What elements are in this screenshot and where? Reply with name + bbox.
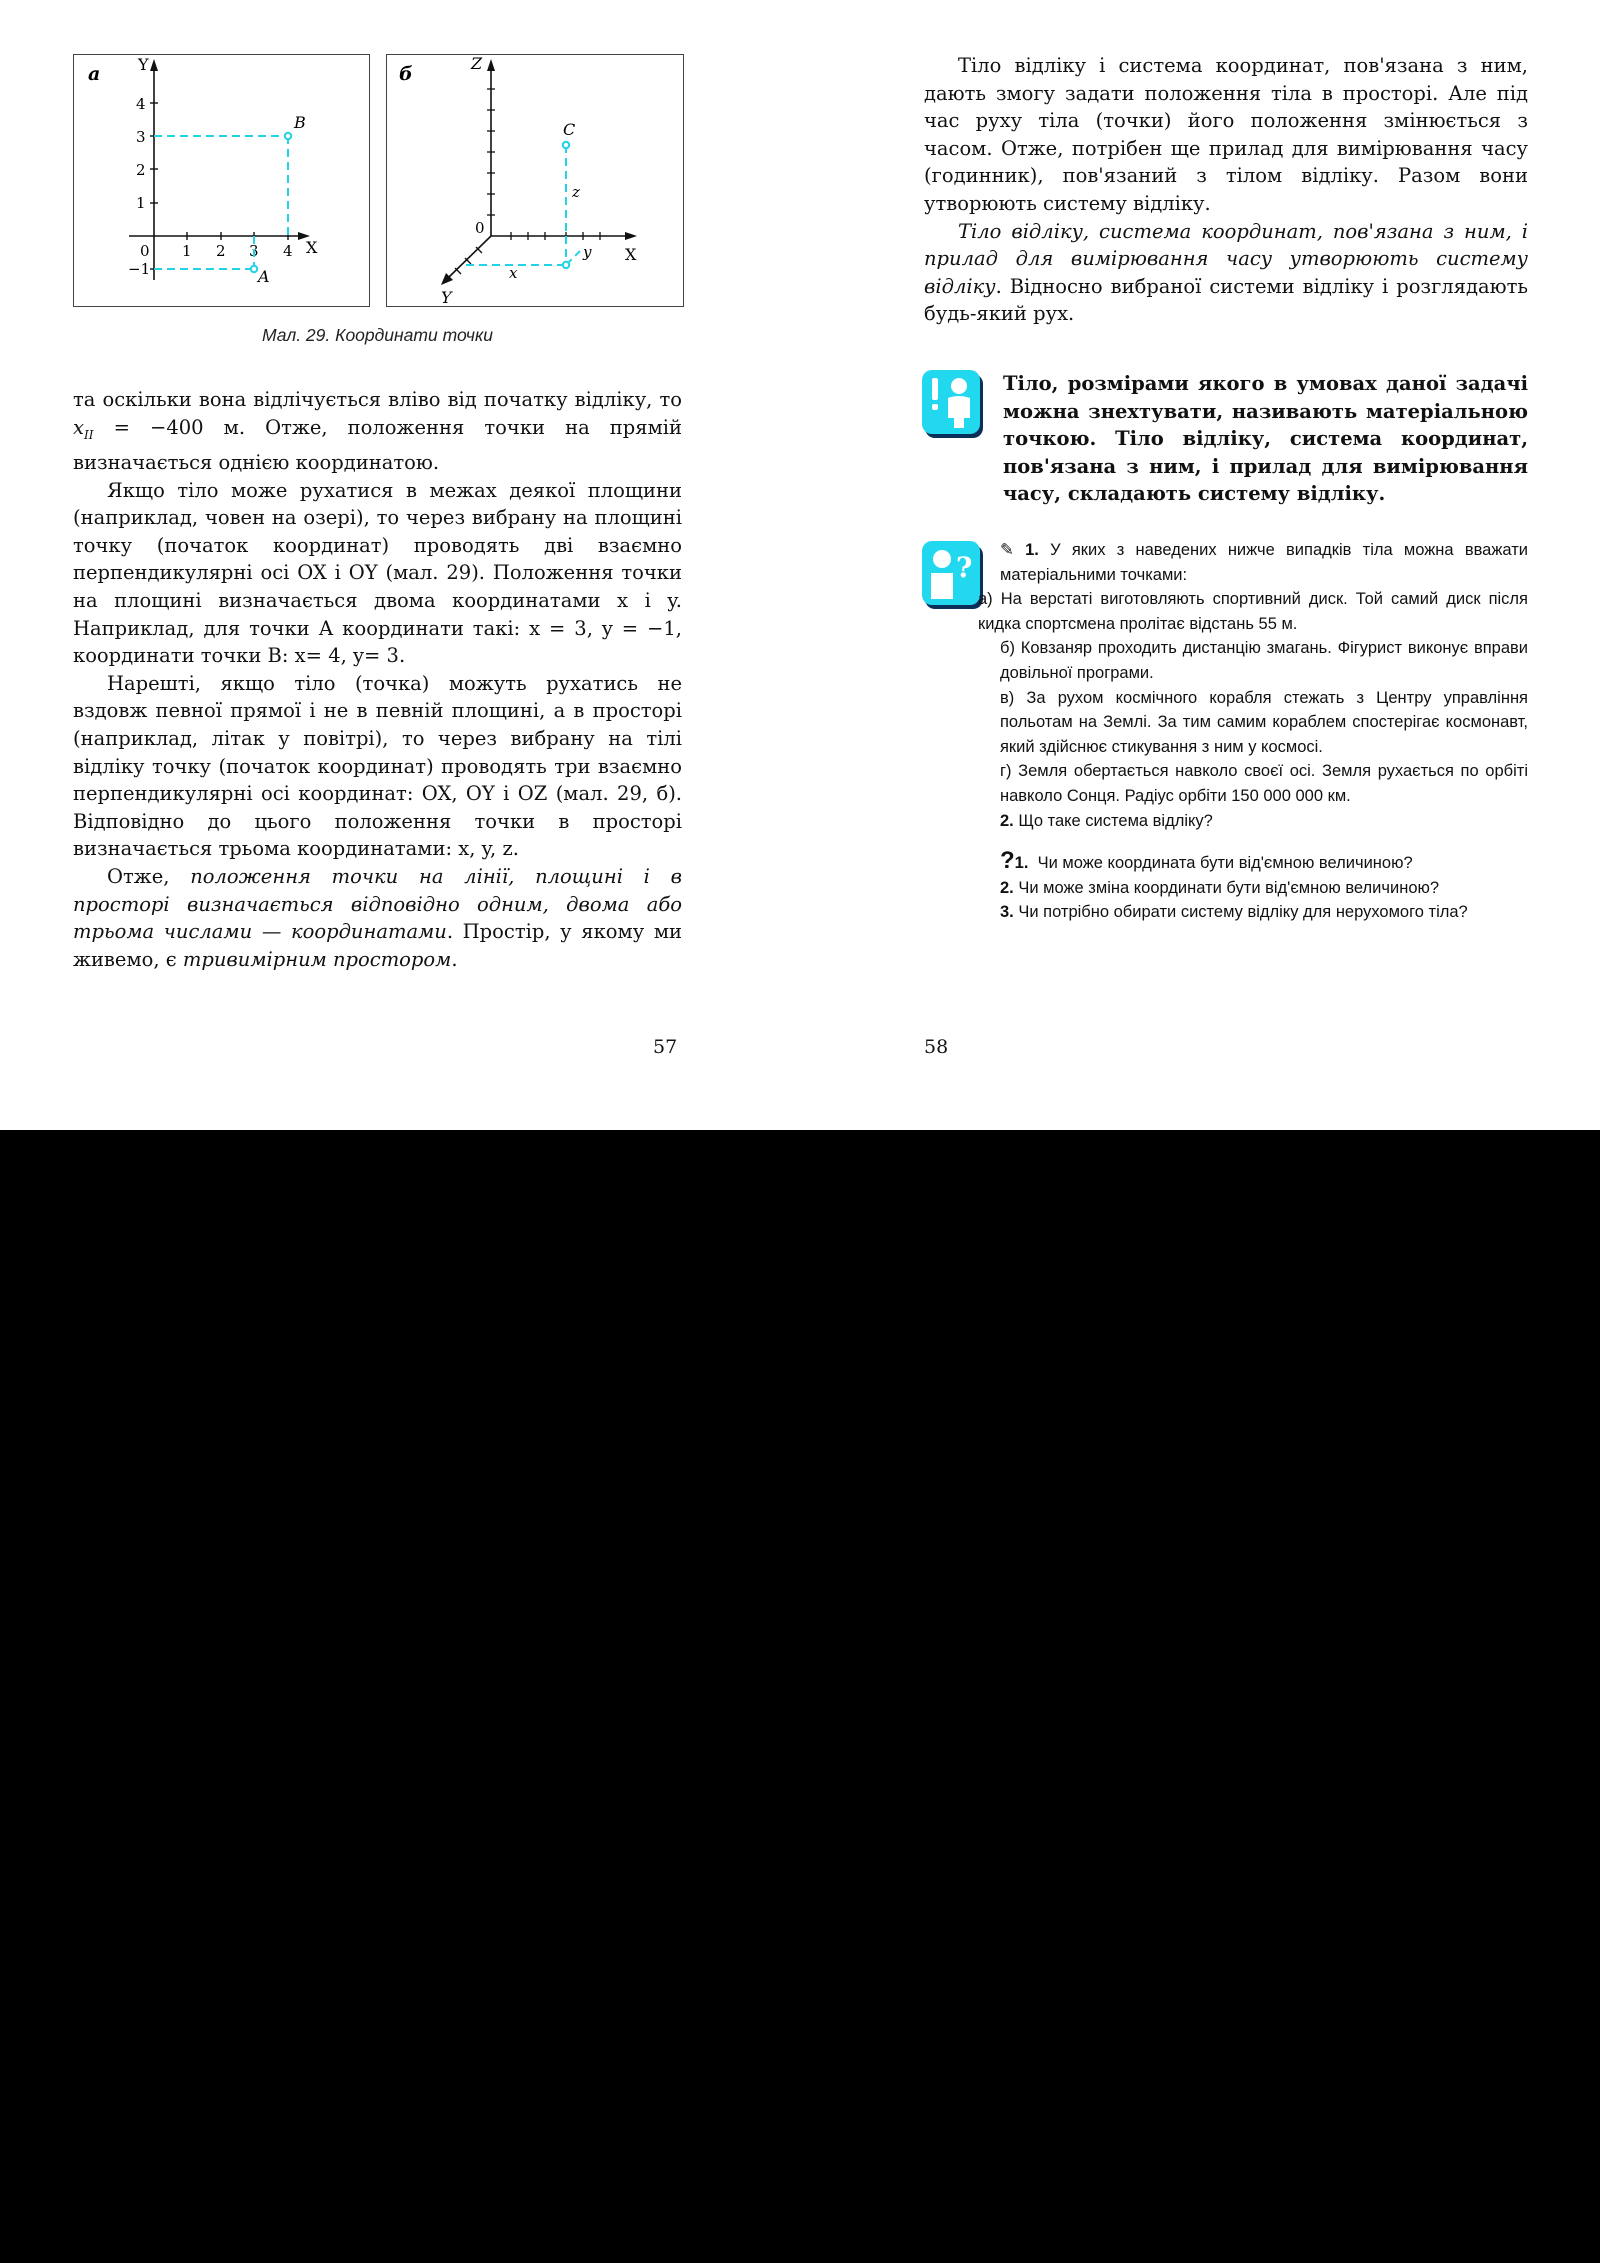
paragraph-reference-system: Тіло відліку і система координат, пов'язана з ним, дають змогу задати положення тіла в просторі. Але під час руху тіла (точки) його положення змінюється з часом. Отже, потрібен ще прилад для вимірювання часу (годинник), пов'язаний з тілом відліку. Разом вони утворюють систему відліку.	[924, 54, 1528, 215]
left-page-text	[73, 386, 682, 973]
pencil-icon: ✎	[1000, 540, 1014, 559]
figure-a-point-a	[251, 266, 257, 272]
task-number: 1.	[1025, 541, 1039, 559]
text-fragment: . Простір, у якому ми живемо, є	[73, 920, 682, 971]
figure-a-point-b	[285, 133, 291, 139]
figure-b-point-c	[563, 142, 569, 148]
figure-a-point-a-label: A	[258, 267, 270, 286]
figure-b-frame	[386, 54, 684, 307]
text-fragment: II	[84, 427, 94, 442]
question-number: 2.	[1000, 878, 1014, 897]
text-fragment: положення точки на лінії, площині і в просторі визначається відповідно одним, двома або трьома числами — координатами	[73, 864, 682, 944]
task-1-intro	[1000, 538, 1528, 587]
figure-b-point-c-label: C	[563, 120, 576, 139]
task-text: Що таке система відліку?	[1018, 811, 1213, 830]
figure-a-x-tick: 2	[216, 242, 226, 260]
paragraph-line-coordinate	[73, 386, 682, 477]
text-fragment: .	[451, 947, 458, 971]
figure-b-z-axis-label: Z	[471, 55, 483, 73]
figure-a-plot	[74, 55, 369, 306]
text-fragment: та оскільки вона відлічується вліво від початку відліку, то	[73, 388, 682, 411]
question-text: Чи може координата бути від'ємною величиною?	[1037, 854, 1413, 873]
figure-a-x-tick: 0	[140, 242, 150, 260]
svg-text:?: ?	[956, 551, 973, 584]
figure-b-x-axis-label: X	[625, 245, 637, 264]
right-page-intro	[924, 52, 1528, 328]
figure-b-plot	[387, 55, 683, 306]
figure-b-label: б	[399, 63, 413, 85]
figure-b-y-axis-label: Y	[441, 288, 452, 306]
figure-b-x-arrow	[625, 232, 637, 240]
question-number: 3.	[1000, 903, 1014, 922]
figure-b-origin-label: 0	[475, 219, 485, 237]
figure-a-x-tick: 4	[283, 242, 293, 260]
text-fragment: = −400 м. Отже, положення точки на прямій визначається однією координатою.	[73, 415, 682, 475]
paragraph-conclusion	[73, 863, 682, 973]
question-person-icon	[922, 541, 980, 605]
figure-a-frame	[73, 54, 370, 307]
figure-caption: Мал. 29. Координати точки	[262, 325, 493, 345]
tasks-section	[978, 538, 1528, 925]
page-number-left: 57	[653, 1036, 678, 1058]
task-item: а) На верстаті виготовляють спортивний диск. Той самий диск після кидка спортсмена пролітає відстань 55 м.	[978, 590, 1528, 633]
figure-a-y-tick: 2	[136, 161, 146, 179]
figure-a-x-tick: 1	[182, 242, 192, 260]
paragraph-plane: Якщо тіло може рухатися в межах деякої площини (наприклад, човен на озері), то через вибрану на площині точку (початок координат) проводять дві взаємно перпендикулярні осі OX і OY (мал. 29). Положення точки на площині визначається двома координатами x і y. Наприклад, для точки А координати такі: x = 3, y = −1, координати точки B: x= 4, y= 3.	[73, 478, 682, 668]
text-fragment: Отже,	[107, 864, 191, 888]
figure-b-dashes	[466, 145, 580, 265]
question-1	[1000, 849, 1528, 876]
paragraph-reference-definition	[924, 218, 1528, 328]
task-item: б) Ковзаняр проходить дистанцію змагань. Фігурист виконує вправи довільної програми.	[1000, 639, 1528, 682]
figure-a-y-tick: −1	[128, 260, 151, 278]
figure-b-ticks	[455, 89, 600, 274]
paragraph-space: Нарешті, якщо тіло (точка) можуть рухатись не вздовж певної прямої і не в певній площині, а в просторі (наприклад, літак у повітрі), то через вибрану на тілі відліку точку (початок координат) проводять три взаємно перпендикулярні осі координат: OX, OY і OZ (мал. 29, б). Відповідно до цього положення точки в просторі визначається трьома координатами: x, y, z.	[73, 671, 682, 861]
figure-b-z-coord-label: z	[572, 183, 580, 201]
textbook-spread	[0, 0, 1600, 1130]
page-number-right: 58	[924, 1036, 949, 1058]
text-fragment: . Відносно вибраної системи відліку і розглядають будь-який рух.	[924, 274, 1528, 326]
question-text: Чи потрібно обирати систему відліку для нерухомого тіла?	[1018, 903, 1468, 922]
figure-b-y-coord-label: y	[583, 243, 592, 261]
figure-a-y-arrow	[150, 59, 158, 71]
definition-box: Тіло, розмірами якого в умовах даної задачі можна знехтувати, називають матеріальною точкою. Тіло відліку, система координат, пов'язана з ним, і прилад для вимірювання часу, складають систему відліку.	[1003, 372, 1528, 506]
figure-b-y-axis	[449, 236, 491, 277]
task-text: У яких з наведених нижче випадків тіла можна вважати матеріальними точками:	[1000, 541, 1528, 584]
exclamation-person-icon	[922, 370, 980, 434]
figure-a-x-tick: 3	[249, 242, 259, 260]
figure-a-y-tick: 3	[136, 128, 146, 146]
question-3	[1000, 900, 1528, 925]
task-2	[1000, 809, 1528, 834]
question-text: Чи може зміна координати бути від'ємною величиною?	[1018, 878, 1440, 897]
task-item: в) За рухом космічного корабля стежать з Центру управління польотам на Землі. За тим самим кораблем спостерігає космонавт, який здійснює стикування з ним у космосі.	[1000, 688, 1528, 756]
text-fragment: тривимірним простором	[182, 947, 452, 971]
figure-a-label: а	[88, 63, 101, 85]
question-number: 1.	[1014, 854, 1029, 873]
figure-b-point-projection	[563, 262, 569, 268]
question-2	[1000, 876, 1528, 901]
text-fragment: x	[73, 415, 84, 439]
figure-b-z-arrow	[487, 59, 495, 71]
task-item: г) Земля обертається навколо своєї осі. Земля рухається по орбіті навколо Сонця. Радіус орбіти 150 000 000 км.	[1000, 762, 1528, 805]
figure-a-y-axis-label: Y	[138, 55, 149, 74]
figure-a-point-b-label: B	[294, 113, 306, 132]
question-mark-icon: ?	[1000, 847, 1015, 875]
figure-a-y-tick: 4	[136, 95, 146, 113]
figure-a-x-axis-label: X	[306, 238, 318, 257]
text-fragment: Тіло відліку, система координат, пов'язана з ним, і прилад для вимірювання часу утворюють систему відліку	[924, 219, 1528, 298]
task-number: 2.	[1000, 811, 1014, 830]
figure-b-x-coord-label: x	[509, 264, 518, 282]
figure-a-y-tick: 1	[136, 194, 146, 212]
